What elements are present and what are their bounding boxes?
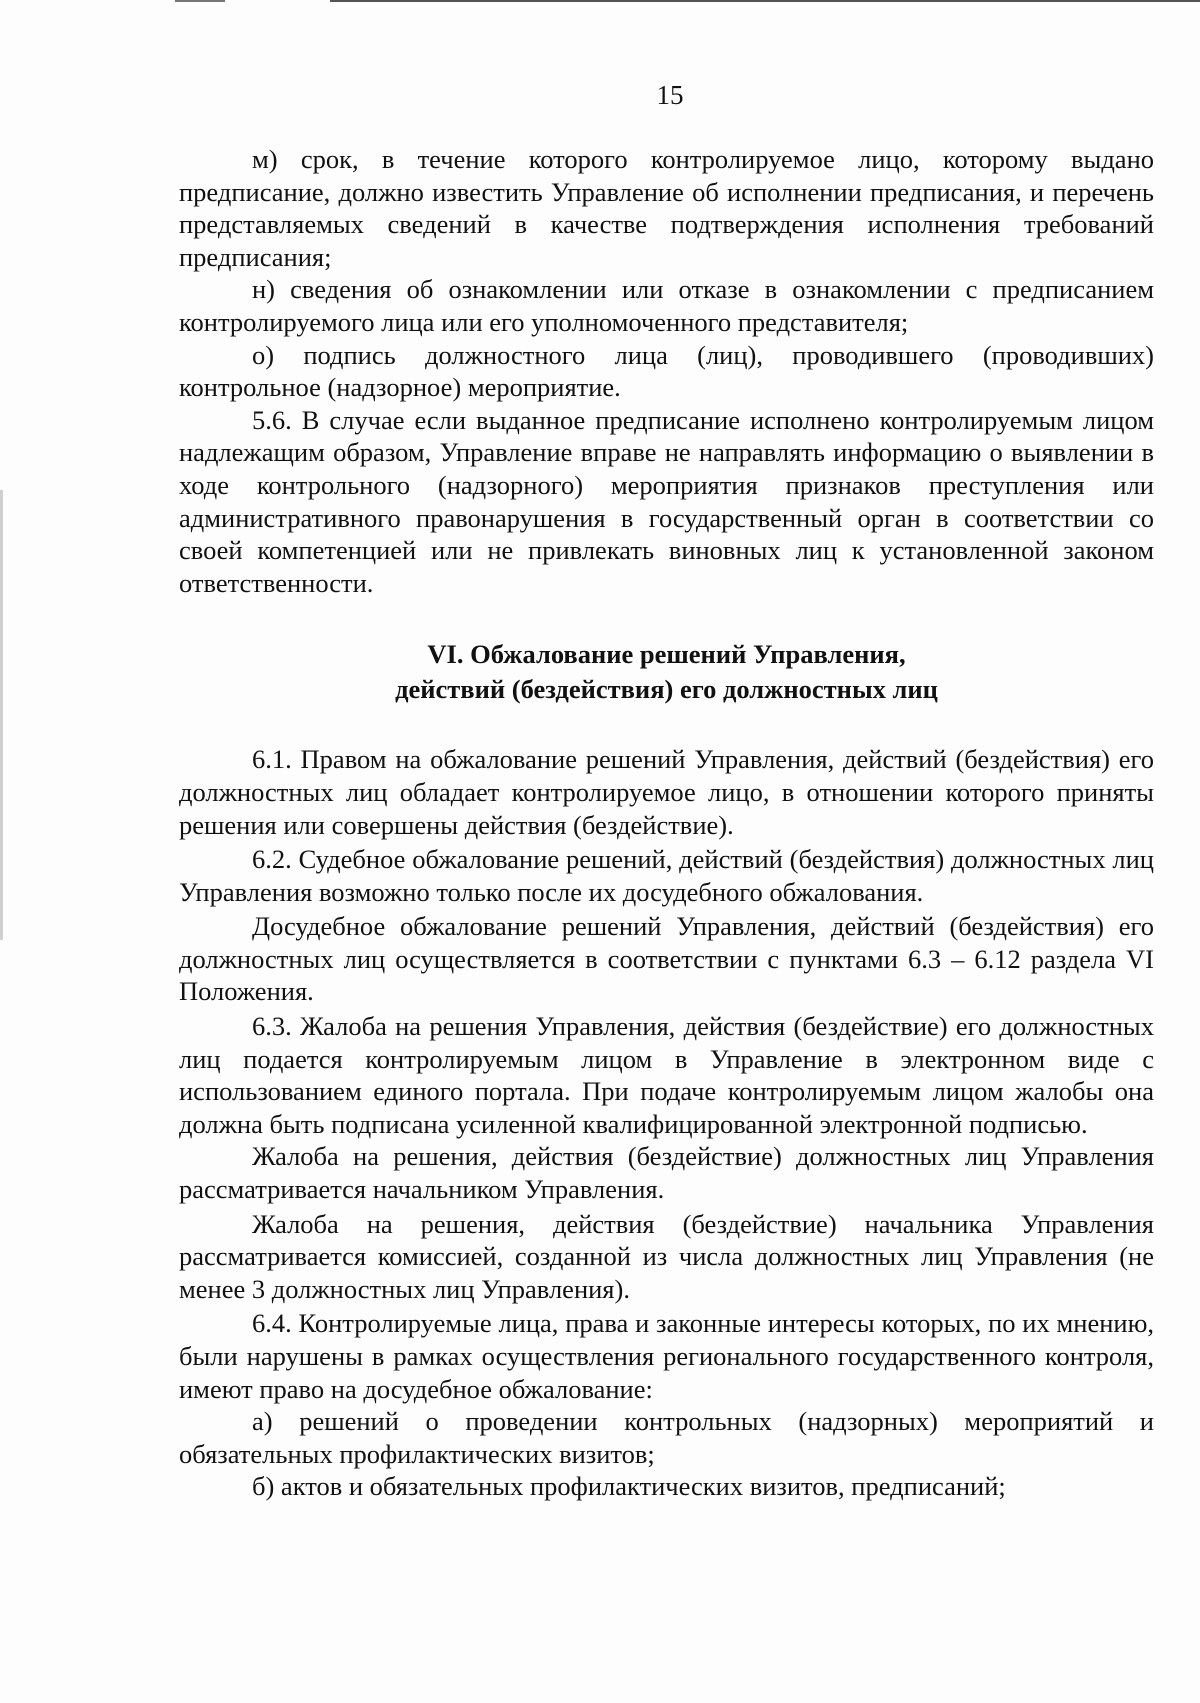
- scan-artifact-left-edge: [0, 490, 3, 940]
- scan-artifact-top: [330, 0, 1200, 2]
- page-number: 15: [656, 80, 684, 110]
- paragraph-6-4-b: б) актов и обязательных профилактических визитов, предписаний;: [252, 1471, 1006, 1502]
- paragraph-6-4-a: а) решений о проведении контрольных (надзорных) мероприятий и обязательных профилактических визитов;: [179, 1406, 1154, 1469]
- paragraph-n: н) сведения об ознакомлении или отказе в ознакомлении с предписанием контролируемого лица или его уполномоченного представителя;: [179, 274, 1154, 337]
- section-heading-line-2: действий (бездействия) его должностных лиц: [395, 674, 938, 705]
- paragraph-6-3: 6.3. Жалоба на решения Управления, действия (бездействие) его должностных лиц подается контролируемым лицом в Управление в электронном виде с использованием единого портала. При подаче контролируемым лицом жалобы она должна быть подписана усиленной квалифицированной электронной подписью.: [179, 1011, 1154, 1139]
- section-heading: [179, 637, 1154, 707]
- paragraph-pretrial-appeal: Досудебное обжалование решений Управления, действий (бездействия) его должностных лиц осуществляется в соответствии с пунктами 6.3 – 6.12 раздела VI Положения.: [179, 911, 1154, 1007]
- paragraph-5-6: 5.6. В случае если выданное предписание исполнено контролируемым лицом надлежащим образом, Управление вправе не направлять информацию о выявлении в ходе контрольного (надзорного) мероприятия признаков преступления или административного правонарушения в государственный орган в соответствии со своей компетенцией или не привлекать виновных лиц к установленной законом ответственности.: [179, 404, 1154, 598]
- paragraph-m: м) срок, в течение которого контролируемое лицо, которому выдано предписание, должно известить Управление об исполнении предписания, и перечень представляемых сведений в качестве подтверждения исполнения требований предписания;: [179, 144, 1154, 272]
- paragraph-complaint-officials: Жалоба на решения, действия (бездействие) должностных лиц Управления рассматривается начальником Управления.: [179, 1141, 1154, 1205]
- paragraph-6-2: 6.2. Судебное обжалование решений, действий (бездействия) должностных лиц Управления возможно только после их досудебного обжалования.: [179, 844, 1154, 907]
- paragraph-6-1: 6.1. Правом на обжалование решений Управления, действий (бездействия) его должностных лиц обладает контролируемое лицо, в отношении которого приняты решения или совершены действия (бездействие).: [179, 744, 1154, 840]
- paragraph-complaint-head: Жалоба на решения, действия (бездействие) начальника Управления рассматривается комиссией, созданной из числа должностных лиц Управления (не менее 3 должностных лиц Управления).: [179, 1208, 1154, 1304]
- document-body: [179, 143, 1154, 1503]
- paragraph-6-4: 6.4. Контролируемые лица, права и законные интересы которых, по их мнению, были нарушены в рамках осуществления регионального государственного контроля, имеют право на досудебное обжалование:: [179, 1308, 1154, 1404]
- paragraph-o: о) подпись должностного лица (лиц), проводившего (проводивших) контрольное (надзорное) мероприятие.: [179, 339, 1154, 403]
- section-heading-line-1: VI. Обжалование решений Управления,: [427, 639, 906, 670]
- scan-artifact-top-left: [175, 0, 225, 2]
